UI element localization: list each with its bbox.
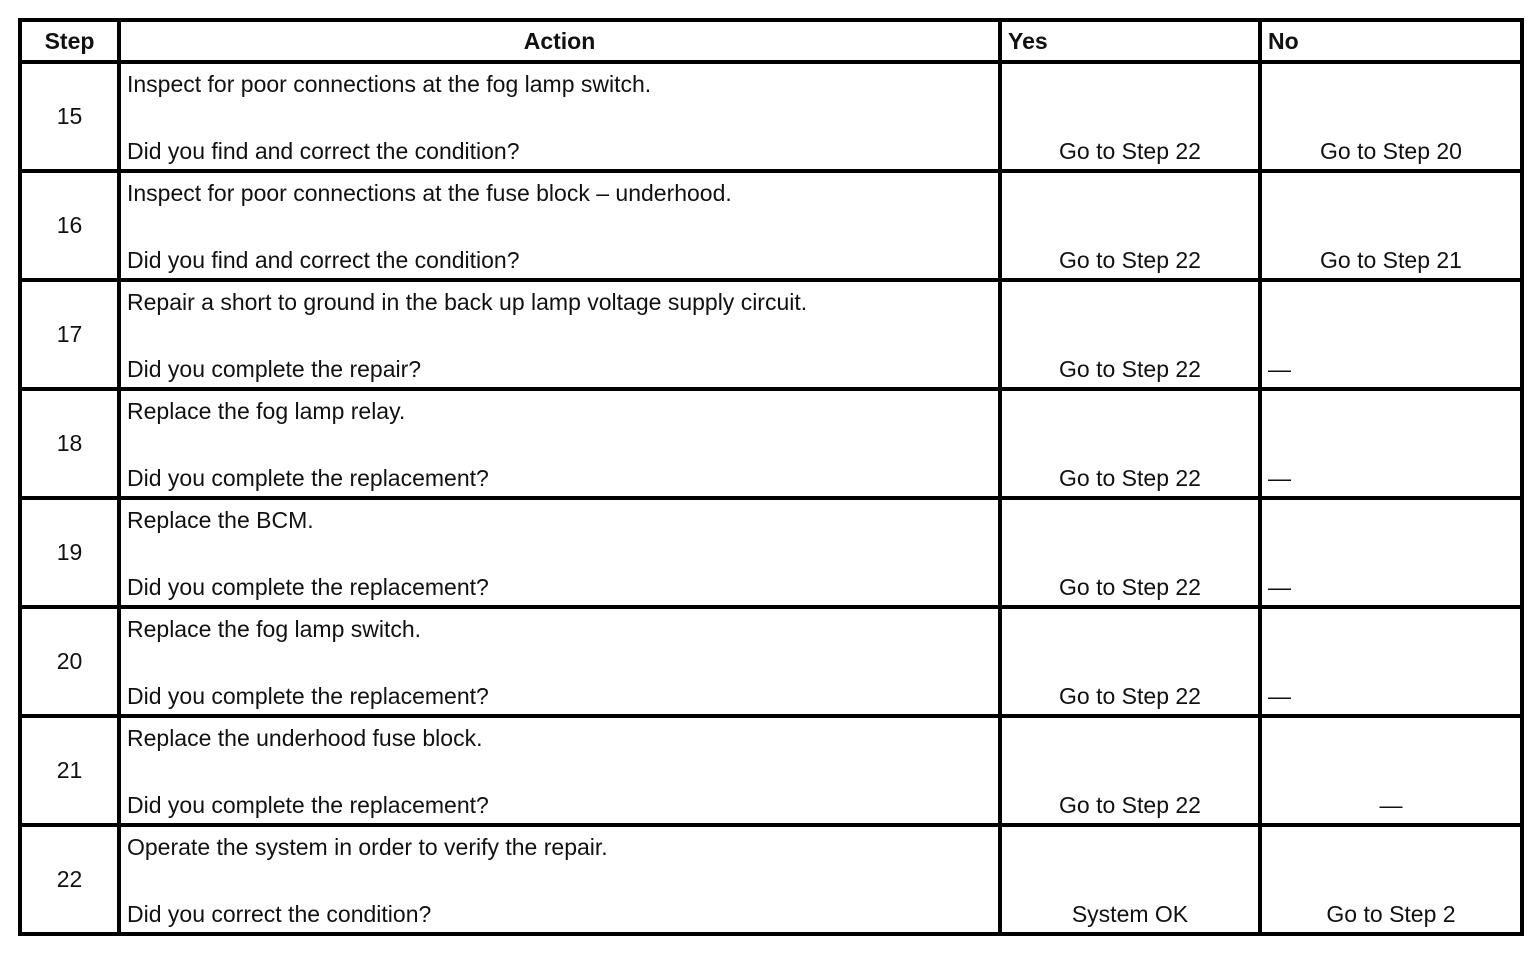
- no-outcome: Go to Step 2: [1326, 901, 1456, 927]
- step-number: 15: [20, 62, 119, 171]
- yes-cell: [1000, 389, 1260, 498]
- step-number: 21: [20, 716, 119, 825]
- no-cell: [1260, 389, 1522, 498]
- no-outcome: —: [1268, 683, 1291, 709]
- no-cell: [1260, 716, 1522, 825]
- no-cell: [1260, 62, 1522, 171]
- yes-outcome: Go to Step 22: [1059, 792, 1201, 818]
- action-cell: [119, 716, 1000, 825]
- yes-outcome: Go to Step 22: [1059, 356, 1201, 382]
- action-instruction: Replace the fog lamp switch.: [127, 616, 422, 642]
- action-question: Did you complete the replacement?: [127, 792, 489, 818]
- action-cell: [119, 280, 1000, 389]
- action-question: Did you find and correct the condition?: [127, 138, 520, 164]
- step-number: 19: [20, 498, 119, 607]
- table-row: [20, 171, 1522, 280]
- no-outcome: —: [1268, 356, 1291, 382]
- yes-outcome: Go to Step 22: [1059, 247, 1201, 273]
- action-cell: [119, 62, 1000, 171]
- no-outcome: Go to Step 21: [1320, 247, 1462, 273]
- yes-outcome: Go to Step 22: [1059, 683, 1201, 709]
- no-outcome: —: [1379, 792, 1403, 818]
- header-no: No: [1260, 20, 1522, 62]
- action-cell: [119, 389, 1000, 498]
- action-instruction: Inspect for poor connections at the fog lamp switch.: [127, 71, 652, 97]
- yes-cell: [1000, 280, 1260, 389]
- step-number: 18: [20, 389, 119, 498]
- action-instruction: Replace the BCM.: [127, 507, 314, 533]
- action-instruction: Replace the fog lamp relay.: [127, 398, 406, 424]
- no-outcome: Go to Step 20: [1320, 138, 1462, 164]
- header-step: Step: [20, 20, 119, 62]
- action-cell: [119, 607, 1000, 716]
- yes-cell: [1000, 171, 1260, 280]
- action-question: Did you complete the replacement?: [127, 465, 489, 491]
- action-question: Did you find and correct the condition?: [127, 247, 520, 273]
- action-question: Did you complete the replacement?: [127, 683, 489, 709]
- no-outcome: —: [1268, 574, 1291, 600]
- table-row: [20, 389, 1522, 498]
- no-cell: [1260, 607, 1522, 716]
- step-number: 22: [20, 825, 119, 934]
- no-cell: [1260, 825, 1522, 934]
- action-cell: [119, 825, 1000, 934]
- table-row: [20, 825, 1522, 934]
- step-number: 20: [20, 607, 119, 716]
- no-cell: [1260, 498, 1522, 607]
- header-action: Action: [119, 20, 1000, 62]
- action-instruction: Replace the underhood fuse block.: [127, 725, 483, 751]
- no-cell: [1260, 171, 1522, 280]
- yes-cell: [1000, 62, 1260, 171]
- action-cell: [119, 171, 1000, 280]
- no-cell: [1260, 280, 1522, 389]
- yes-cell: [1000, 716, 1260, 825]
- step-number: 17: [20, 280, 119, 389]
- action-instruction: Inspect for poor connections at the fuse block – underhood.: [127, 180, 732, 206]
- table-row: [20, 716, 1522, 825]
- table-row: [20, 62, 1522, 171]
- action-question: Did you complete the replacement?: [127, 574, 489, 600]
- table-row: [20, 498, 1522, 607]
- yes-cell: [1000, 825, 1260, 934]
- table-row: [20, 607, 1522, 716]
- step-number: 16: [20, 171, 119, 280]
- action-cell: [119, 498, 1000, 607]
- action-question: Did you correct the condition?: [127, 901, 432, 927]
- yes-outcome: Go to Step 22: [1059, 465, 1201, 491]
- diagnostic-table: [18, 18, 1524, 936]
- no-outcome: —: [1268, 465, 1291, 491]
- header-row: [20, 20, 1522, 62]
- yes-outcome: Go to Step 22: [1059, 138, 1201, 164]
- action-instruction: Repair a short to ground in the back up lamp voltage supply circuit.: [127, 289, 808, 315]
- table-header: [20, 20, 1522, 62]
- action-instruction: Operate the system in order to verify the repair.: [127, 834, 608, 860]
- table-body: [20, 62, 1522, 934]
- header-yes: Yes: [1000, 20, 1260, 62]
- yes-outcome: Go to Step 22: [1059, 574, 1201, 600]
- yes-cell: [1000, 607, 1260, 716]
- yes-cell: [1000, 498, 1260, 607]
- yes-outcome: System OK: [1071, 901, 1189, 927]
- action-question: Did you complete the repair?: [127, 356, 422, 382]
- table-row: [20, 280, 1522, 389]
